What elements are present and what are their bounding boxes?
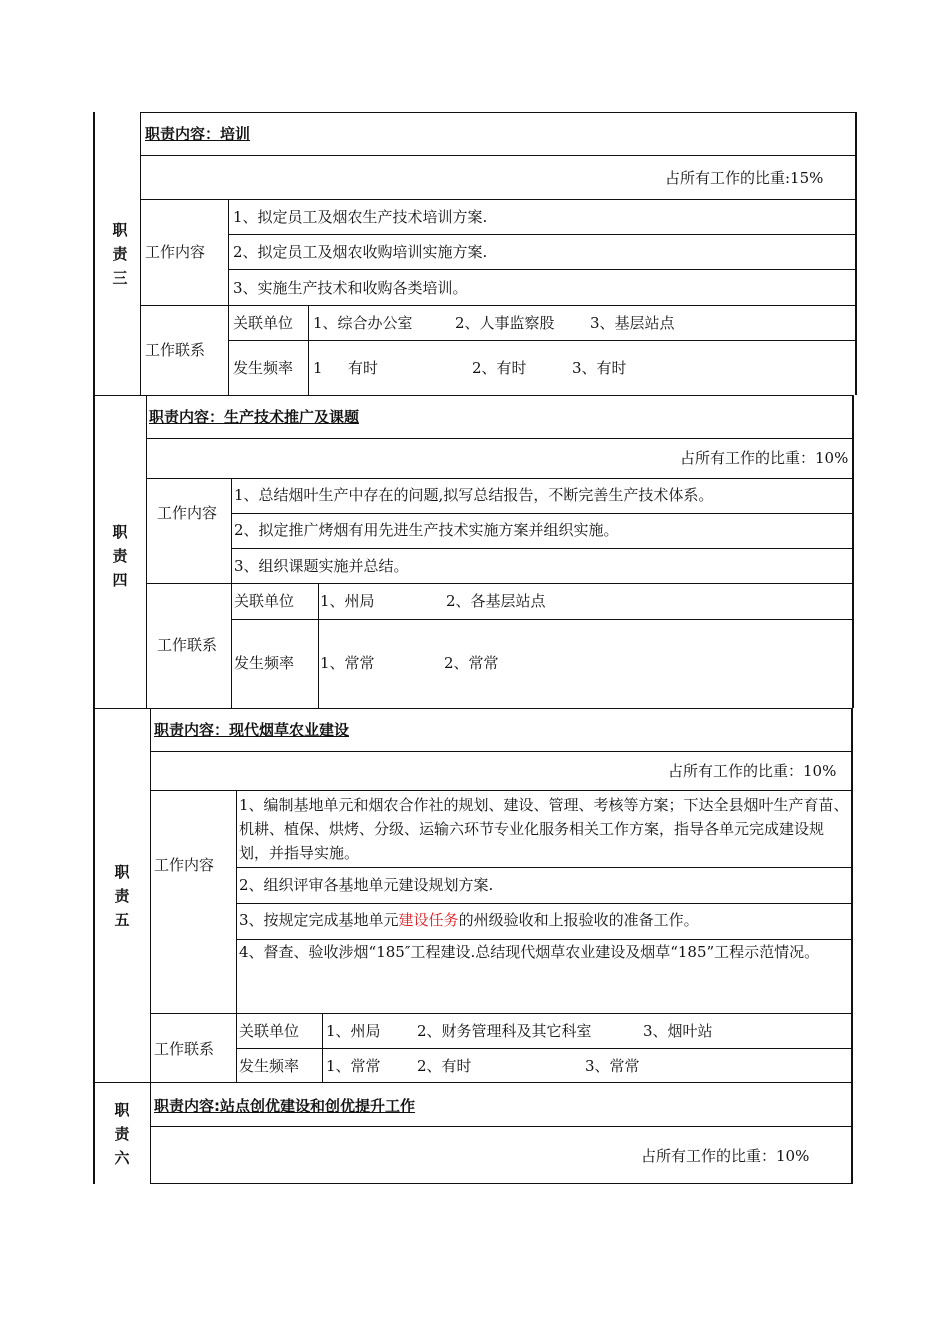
section-5-freq-3: 3、常常 — [585, 1057, 640, 1075]
section-3-freq-3: 3、有时 — [572, 359, 627, 377]
section-4-freq-2: 2、常常 — [444, 654, 499, 672]
section-4-item-3: 3、组织课题实施并总结。 — [234, 557, 409, 575]
section-3-contact-label: 工作联系 — [145, 341, 206, 359]
section-4-weight: 占所有工作的比重：10% — [680, 449, 849, 467]
section-3-freq-label: 发生频率 — [233, 359, 294, 377]
section-5-freq-1: 1、常常 — [326, 1057, 381, 1075]
section-3-freq-1: 1 — [313, 359, 323, 377]
section-3-related-2: 2、人事监察股 — [455, 314, 555, 332]
section-3-related-label: 关联单位 — [233, 314, 294, 332]
section-5-related-3: 3、烟叶站 — [643, 1022, 713, 1040]
section-5-item-3-highlight: 建设任务 — [398, 911, 459, 929]
section-4-item-2: 2、拟定推广烤烟有用先进生产技术实施方案并组织实施。 — [234, 521, 619, 539]
section-3-freq-2: 2、有时 — [472, 359, 527, 377]
section-3-content-label: 工作内容 — [145, 243, 206, 261]
section-3-related-3: 3、基层站点 — [590, 314, 675, 332]
section-5-content-label: 工作内容 — [154, 856, 215, 874]
section-3-item-2: 2、拟定员工及烟农收购培训实施方案. — [233, 243, 488, 261]
section-3-item-3: 3、实施生产技术和收购各类培训。 — [233, 279, 468, 297]
section-3-item-1: 1、拟定员工及烟农生产技术培训方案. — [233, 208, 488, 226]
section-4-side-label: 职责四 — [112, 523, 128, 589]
section-3-related-1: 1、综合办公室 — [313, 314, 413, 332]
section-5-side-label: 职责五 — [114, 863, 130, 929]
section-4-contact-label: 工作联系 — [157, 636, 218, 654]
section-5-related-1: 1、州局 — [326, 1022, 381, 1040]
section-5-item-2: 2、组织评审各基地单元建设规划方案. — [239, 876, 494, 894]
section-6-weight: 占所有工作的比重：10% — [641, 1147, 810, 1165]
section-5-freq-label: 发生频率 — [239, 1057, 300, 1075]
section-4-freq-1: 1、常常 — [320, 654, 375, 672]
section-5-title: 职责内容：现代烟草农业建设 — [154, 721, 350, 739]
section-5-freq-2: 2、有时 — [417, 1057, 472, 1075]
section-5-item-1: 1、编制基地单元和烟农合作社的规划、建设、管理、考核等方案；下达全县烟叶生产育苗、机耕、植保、烘烤、分级、运输六环节专业化服务相关工作方案，指导各单元完成建设规划，并指导实施。 — [239, 796, 849, 862]
section-4-freq-label: 发生频率 — [234, 654, 295, 672]
section-5-item-4: 4、督查、验收涉烟“185″工程建设.总结现代烟草农业建设及烟草“185”工程示范情况。 — [239, 943, 820, 961]
section-5-related-2: 2、财务管理科及其它科室 — [417, 1022, 592, 1040]
section-5-contact-label: 工作联系 — [154, 1040, 215, 1058]
section-5-item-3-part-2: 的州级验收和上报验收的准备工作。 — [458, 911, 699, 929]
section-6-title: 职责内容:站点创优建设和创优提升工作 — [154, 1097, 416, 1115]
section-4-item-1: 1、总结烟叶生产中存在的问题,拟写总结报告，不断完善生产技术体系。 — [234, 486, 714, 504]
section-3-side-label: 职责三 — [112, 221, 128, 287]
section-5-item-3 — [239, 910, 699, 930]
section-6-side-label: 职责六 — [114, 1101, 130, 1167]
section-4-related-label: 关联单位 — [234, 592, 295, 610]
section-4-title: 职责内容：生产技术推广及课题 — [149, 408, 360, 426]
section-5-weight: 占所有工作的比重：10% — [668, 762, 837, 780]
section-4-related-1: 1、州局 — [320, 592, 375, 610]
section-4-related-2: 2、各基层站点 — [446, 592, 546, 610]
section-4-content-label: 工作内容 — [157, 504, 218, 522]
section-3-freq-1b: 有时 — [348, 359, 379, 377]
section-5-related-label: 关联单位 — [239, 1022, 300, 1040]
section-5-item-3-part-1: 3、按规定完成基地单元 — [239, 911, 399, 929]
section-3-title: 职责内容：培训 — [145, 125, 251, 143]
section-3-weight: 占所有工作的比重:15% — [665, 169, 824, 187]
